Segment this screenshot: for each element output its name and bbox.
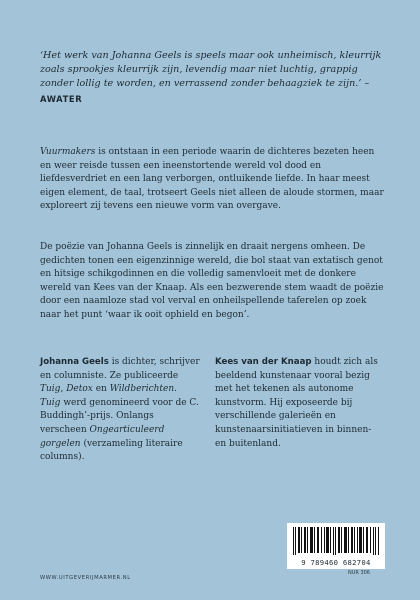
description-paragraph-2: De poëzie van Johanna Geels is zinnelijk en draait nergens omheen. De gedichten tonen een eigenzinnige wereld, die bol staat van extatisch genot en hitsige schikgodinnen en die volledig samenvloeit met de donkere wereld van Kees van der Knaap. Als een bezwerende stem waadt de poëzie door een naamloze stad vol verval en onheilspellende taferelen op zoek naar het punt ‘waar ik ooit ophield en begon’.	[40, 242, 384, 320]
author-bio	[40, 356, 200, 465]
book-title-ongearticuleerd-gorgelen: Ongearticuleerd gorgelen	[40, 424, 165, 449]
isbn-barcode	[287, 523, 385, 569]
author-bio-text: werd genomineerd voor de C. Buddingh’-prijs. Onlangs verscheen	[40, 397, 199, 435]
book-title-wildberichten: Wildberichten	[109, 384, 175, 395]
book-title-tuig: Tuig	[40, 397, 61, 408]
author-bio-text: is dichter, schrijver en columniste. Ze publiceerde	[40, 357, 200, 381]
quote-attribution: AWATER	[40, 93, 83, 104]
book-title-tuig: Tuig	[40, 384, 61, 395]
artist-bio	[215, 356, 385, 451]
paragraph-1-text: is ontstaan in een periode waarin de dichteres bezeten heen en weer reisde tussen een ineenstortende wereld vol dood en liefdesverdriet en een lang verborgen, ontluikende liefde. In haar meest eigen element, de taal, trotseert Geels niet alleen de aloude stormen, maar exploreert zij tevens een nieuwe vorm van overgave.	[40, 147, 384, 212]
description-paragraph-1	[40, 146, 385, 214]
artist-bio-text: houdt zich als beeldend kunstenaar vooral bezig met het tekenen als autonome kunstvorm. Hij exposeerde bij verschillende galerieën en kunstenaarsinitiatieven in binnen- en buitenland.	[215, 357, 378, 449]
barcode-icon	[293, 527, 379, 555]
author-bio-text: .	[174, 384, 178, 395]
author-bio-text: (verzameling literaire columns).	[40, 438, 183, 463]
separator: ,	[60, 384, 67, 395]
artist-name: Kees van der Knaap	[215, 357, 312, 367]
isbn-number: 9 789460 682704	[301, 558, 371, 567]
press-quote	[40, 49, 385, 107]
nur-code: NUR 306	[347, 570, 370, 576]
separator: en	[92, 384, 110, 395]
publisher-url[interactable]: WWW.UITGEVERIJMARMER.NL	[40, 575, 131, 581]
author-name: Johanna Geels	[40, 357, 109, 367]
quote-text: ‘Het werk van Johanna Geels is speels maar ook unheimisch, kleurrijk zoals sprookjes kleurrijk zijn, levendig maar niet luchtig, grappig zonder lollig te worden, en verrassend zonder behaagziek te zijn.’ –	[40, 50, 382, 90]
book-title: Vuurmakers	[40, 147, 96, 157]
book-title-detox: Detox	[66, 384, 93, 395]
